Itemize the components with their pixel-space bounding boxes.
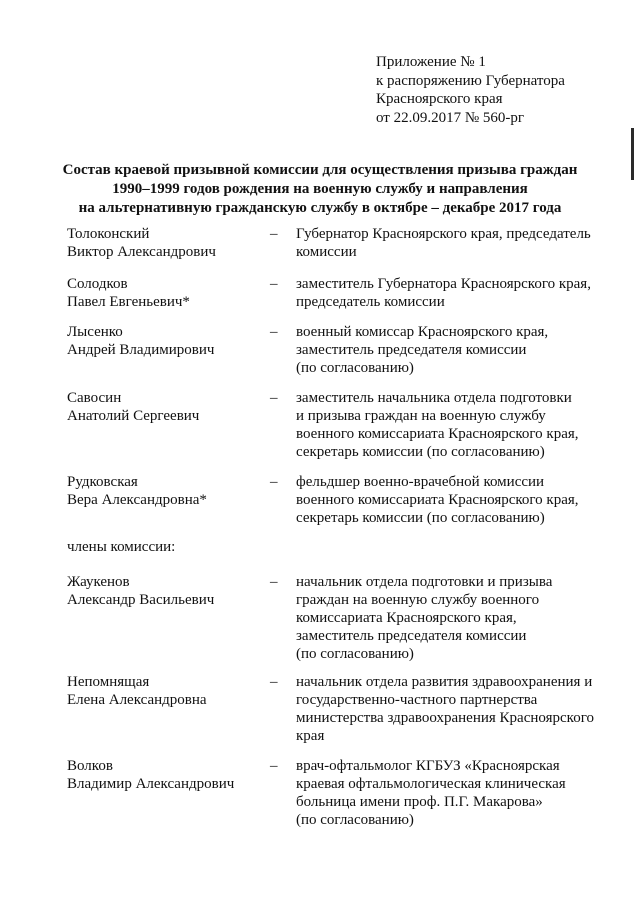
document-title <box>40 161 600 218</box>
role-line: военного комиссариата Красноярского края, <box>296 426 579 442</box>
role-line: краевая офтальмологическая клиническая <box>296 776 566 792</box>
member-surname: Лысенко <box>67 324 123 340</box>
member-name <box>67 225 267 261</box>
member-surname: Непомнящая <box>67 674 150 690</box>
role-line: начальник отдела развития здравоохранения и <box>296 674 593 690</box>
member-role <box>296 673 616 745</box>
role-line: врач-офтальмолог КГБУЗ «Красноярская <box>296 758 560 774</box>
member-given-names: Владимир Александрович <box>67 776 235 792</box>
role-line: (по согласованию) <box>296 360 414 376</box>
member-given-names: Виктор Александрович <box>67 244 216 260</box>
role-line: государственно-частного партнерства <box>296 692 538 708</box>
member-name <box>67 757 267 793</box>
member-surname: Волков <box>67 758 113 774</box>
dash-separator: – <box>270 276 278 292</box>
member-surname: Рудковская <box>67 474 138 490</box>
appendix-line: Приложение № 1 <box>376 54 486 70</box>
dash-separator: – <box>270 574 278 590</box>
member-surname: Толоконский <box>67 226 150 242</box>
appendix-block <box>376 53 565 127</box>
role-line: заместитель Губернатора Красноярского края, <box>296 276 591 292</box>
role-line: председатель комиссии <box>296 294 445 310</box>
role-line: комиссариата Красноярского края, <box>296 610 517 626</box>
dash-separator: – <box>270 674 278 690</box>
title-line: Состав краевой призывной комиссии для осуществления призыва граждан <box>62 162 578 178</box>
member-name <box>67 473 267 509</box>
member-role <box>296 473 616 527</box>
role-line: (по согласованию) <box>296 646 414 662</box>
title-line: 1990–1999 годов рождения на военную службу и направления <box>112 181 528 197</box>
role-line: больница имени проф. П.Г. Макарова» <box>296 794 543 810</box>
role-line: заместитель начальника отдела подготовки <box>296 390 572 406</box>
role-line: начальник отдела подготовки и призыва <box>296 574 553 590</box>
member-name <box>67 275 267 311</box>
dash-separator: – <box>270 226 278 242</box>
role-line: края <box>296 728 325 744</box>
role-line: фельдшер военно-врачебной комиссии <box>296 474 545 490</box>
role-line: и призыва граждан на военную службу <box>296 408 546 424</box>
member-surname: Солодков <box>67 276 128 292</box>
dash-separator: – <box>270 758 278 774</box>
scan-edge-mark <box>631 128 634 180</box>
member-role <box>296 573 616 663</box>
member-name <box>67 389 267 425</box>
member-name <box>67 573 267 609</box>
role-line: секретарь комиссии (по согласованию) <box>296 510 545 526</box>
appendix-line: от 22.09.2017 № 560-рг <box>376 109 525 126</box>
title-line: на альтернативную гражданскую службу в октябре – декабре 2017 года <box>78 200 562 216</box>
role-line: граждан на военную службу военного <box>296 592 540 608</box>
appendix-line: к распоряжению Губернатора <box>376 72 565 89</box>
member-given-names: Елена Александровна <box>67 692 207 708</box>
appendix-line: Красноярского края <box>376 91 503 107</box>
member-role <box>296 225 616 261</box>
role-line: военный комиссар Красноярского края, <box>296 324 549 340</box>
role-line: секретарь комиссии (по согласованию) <box>296 444 545 460</box>
member-given-names: Вера Александровна* <box>67 492 207 508</box>
members-section-label: члены комиссии: <box>67 539 176 555</box>
member-name <box>67 323 267 359</box>
role-line: заместитель председателя комиссии <box>296 342 527 358</box>
role-line: (по согласованию) <box>296 812 414 828</box>
role-line: заместитель председателя комиссии <box>296 628 527 644</box>
member-given-names: Павел Евгеньевич* <box>67 294 190 310</box>
member-role <box>296 389 616 461</box>
role-line: министерства здравоохранения Красноярского <box>296 710 594 726</box>
member-given-names: Анатолий Сергеевич <box>67 408 200 424</box>
member-given-names: Андрей Владимирович <box>67 342 215 358</box>
member-given-names: Александр Васильевич <box>67 592 215 608</box>
member-surname: Жаукенов <box>67 574 130 590</box>
member-surname: Савосин <box>67 390 122 406</box>
member-role <box>296 323 616 377</box>
dash-separator: – <box>270 474 278 490</box>
member-role <box>296 275 616 311</box>
dash-separator: – <box>270 390 278 406</box>
member-name <box>67 673 267 709</box>
dash-separator: – <box>270 324 278 340</box>
role-line: военного комиссариата Красноярского края, <box>296 492 579 508</box>
role-line: комиссии <box>296 244 357 260</box>
member-role <box>296 757 616 829</box>
role-line: Губернатор Красноярского края, председатель <box>296 226 591 242</box>
